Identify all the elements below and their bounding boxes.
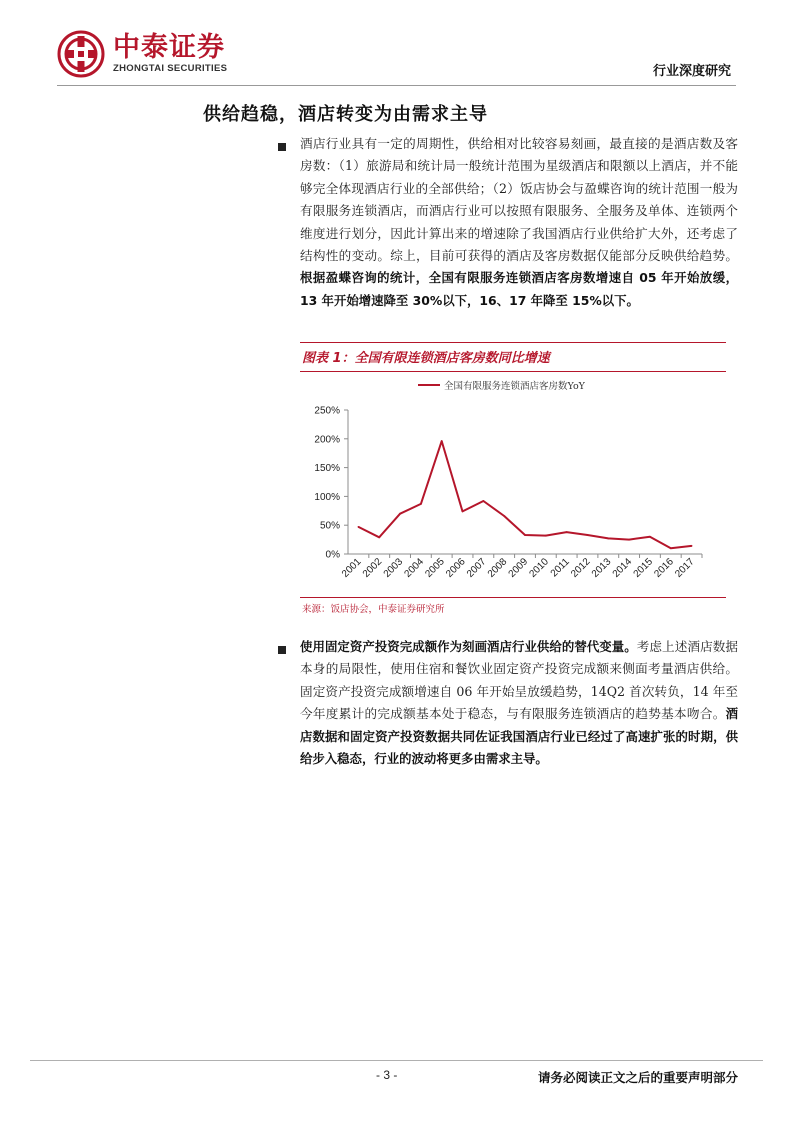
company-logo <box>57 30 227 78</box>
bullet-square-icon <box>278 646 286 654</box>
data-point <box>691 545 693 547</box>
logo-chinese-name: 中泰证券 <box>113 32 225 63</box>
source-divider <box>300 597 726 598</box>
section-title: 供给趋稳，酒店转变为由需求主导 <box>203 104 488 125</box>
data-point <box>503 515 505 517</box>
x-tick-label: 2010 <box>527 556 551 580</box>
data-point <box>649 536 651 538</box>
y-tick-label: 0% <box>325 549 340 561</box>
disclaimer-note: 请务必阅读正文之后的重要声明部分 <box>537 1070 738 1085</box>
series-line <box>358 441 691 548</box>
data-points <box>358 440 693 549</box>
data-point <box>628 539 630 541</box>
x-tick-label: 2007 <box>464 556 489 580</box>
data-point <box>670 547 672 549</box>
paragraph-emphasis: 根据盈蝶咨询的统计，全国有限服务连锁酒店客房数增速自 05 年开始放缓，13 年开始增速降至 30%以下，16、17 年降至 15%以下。 <box>300 270 738 308</box>
x-tick-label: 2005 <box>423 556 447 580</box>
footer-divider <box>30 1060 763 1061</box>
x-tick-label: 2008 <box>485 556 510 580</box>
x-axis-ticks <box>340 554 702 580</box>
line-chart <box>300 372 726 597</box>
data-point <box>441 440 443 442</box>
y-tick-label: 150% <box>314 463 340 475</box>
paragraph-lead: 使用固定资产投资完成额作为刻画酒店行业供给的替代变量。 <box>300 639 637 654</box>
x-tick-label: 2002 <box>360 556 385 580</box>
report-type: 行业深度研究 <box>652 64 731 79</box>
figure-title: 图表 1：全国有限连锁酒店客房数同比增速 <box>302 351 550 366</box>
paragraph-text: 酒店行业具有一定的周期性，供给相对比较容易刻画，最直接的是酒店数及客房数：（1）旅游局和统计局一般统计范围为星级酒店和限额以上酒店，并不能够完全体现酒店行业的全部供给；（2）饭店协会与盈蝶咨询的统计范围一般为有限服务连锁酒店，而酒店行业可以按照有限服务、全服务及单体、连锁两个维度进行划分，因此计算出来的增速除了我国酒店行业供给扩大外，还考虑了结构性的变动。综上，目前可获得的酒店及客房数据仅能部分反映供给趋势。 <box>300 136 738 264</box>
data-point <box>358 526 360 528</box>
figure-source: 来源：饭店协会，中泰证券研究所 <box>302 604 445 615</box>
zhongtai-logo-icon <box>57 30 105 78</box>
x-tick-label: 2006 <box>444 556 468 580</box>
legend-label: 全国有限服务连锁酒店客房数YoY <box>444 381 585 392</box>
bullet-square-icon <box>278 143 286 151</box>
x-tick-label: 2003 <box>381 556 406 580</box>
paragraph-conclusion: 酒店数据和固定资产投资数据共同佐证我国酒店行业已经过了高速扩张的时期，供给步入稳态，行业的波动将更多由需求主导。 <box>300 706 738 767</box>
paragraph-supply <box>300 133 738 312</box>
x-tick-label: 2012 <box>569 556 593 580</box>
data-point <box>524 534 526 536</box>
y-tick-label: 200% <box>314 434 340 446</box>
y-tick-label: 100% <box>314 491 340 503</box>
x-tick-label: 2015 <box>631 556 656 580</box>
data-point <box>607 538 609 540</box>
x-tick-label: 2016 <box>652 556 676 580</box>
logo-english-name: ZHONGTAI SECURITIES <box>113 63 228 74</box>
data-point <box>399 513 401 515</box>
paragraph-text: 考虑上述酒店数据本身的局限性，使用住宿和餐饮业固定资产投资完成额来侧面考量酒店供给。固定资产投资完成额增速自 06 年开始呈放缓趋势，14Q2 首次转负，14 年至今年度累计的完成额基本处于稳态，与有限服务连锁酒店的趋势基本吻合。 <box>300 639 739 722</box>
x-tick-label: 2009 <box>506 556 531 580</box>
x-tick-label: 2001 <box>340 556 364 580</box>
data-point <box>378 536 380 538</box>
x-tick-label: 2013 <box>589 556 614 580</box>
x-tick-label: 2011 <box>548 556 572 580</box>
x-tick-label: 2004 <box>402 556 427 580</box>
data-point <box>545 535 547 537</box>
paragraph-investment <box>300 636 738 770</box>
chart-axes <box>348 410 702 554</box>
chart-legend <box>418 380 586 392</box>
y-tick-label: 50% <box>319 520 340 532</box>
data-point <box>462 510 464 512</box>
x-tick-label: 2014 <box>610 556 635 580</box>
data-point <box>420 503 422 505</box>
data-point <box>587 534 589 536</box>
data-point <box>482 500 484 502</box>
x-tick-label: 2017 <box>673 556 697 580</box>
header-divider <box>57 85 736 86</box>
y-axis-ticks <box>314 406 348 561</box>
data-point <box>566 531 568 533</box>
y-tick-label: 250% <box>314 405 340 417</box>
page-number: - 3 - <box>376 1068 398 1082</box>
